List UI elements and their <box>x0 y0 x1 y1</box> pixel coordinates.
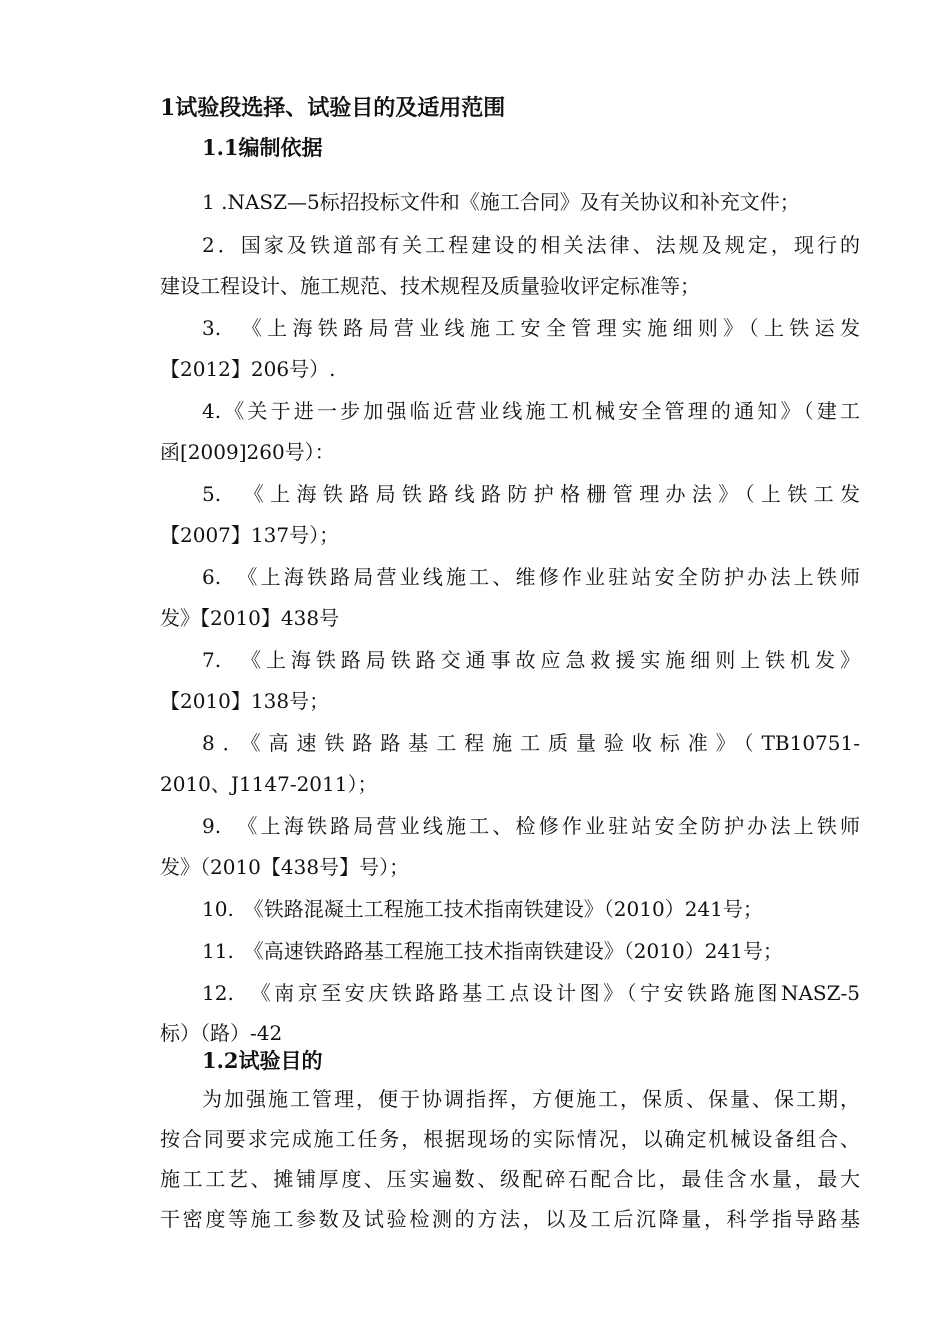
basis-item-9-line-2: 发》（2010【438号】号）； <box>160 855 410 879</box>
basis-item-8-line-2: 2010、J1147-2011）； <box>160 772 378 796</box>
basis-item-12-line-2: 标）（路）-42 <box>160 1021 283 1045</box>
basis-item-2-line-2: 建设工程设计、施工规范、技术规程及质量验收评定标准等； <box>160 274 700 298</box>
basis-item-1: 1 .NASZ—5标招投标文件和《施工合同》及有关协议和补充文件； <box>202 190 800 214</box>
subsection-heading-1-1: 1.1编制依据 <box>202 135 323 160</box>
basis-item-3-line-1: 3. 《上海铁路局营业线施工安全管理实施细则》（上铁运发 <box>202 316 860 340</box>
purpose-paragraph-line-1: 为加强施工管理，便于协调指挥，方便施工，保质、保量、保工期， <box>202 1087 860 1111</box>
basis-item-7-line-2: 【2010】138号； <box>160 689 330 713</box>
basis-item-5-line-1: 5. 《上海铁路局铁路线路防护格栅管理办法》（上铁工发 <box>202 482 860 506</box>
basis-item-3-line-2: 【2012】206号）. <box>160 357 336 381</box>
basis-item-6-line-2: 发》【2010】438号 <box>160 606 340 630</box>
purpose-paragraph-line-4: 干密度等施工参数及试验检测的方法，以及工后沉降量，科学指导路基 <box>160 1207 860 1231</box>
basis-item-5-line-2: 【2007】137号）； <box>160 523 340 547</box>
subsection-heading-1-2: 1.2试验目的 <box>202 1048 323 1073</box>
basis-item-6-line-1: 6. 《上海铁路局营业线施工、维修作业驻站安全防护办法上铁师 <box>202 565 860 589</box>
basis-item-4-line-2: 函[2009]260号）： <box>160 440 335 464</box>
basis-item-9-line-1: 9. 《上海铁路局营业线施工、检修作业驻站安全防护办法上铁师 <box>202 814 860 838</box>
purpose-paragraph-line-3: 施工工艺、摊铺厚度、压实遍数、级配碎石配合比，最佳含水量，最大 <box>160 1167 860 1191</box>
section-heading-1: 1试验段选择、试验目的及适用范围 <box>160 95 506 121</box>
basis-item-8-line-1: 8．《高速铁路路基工程施工质量验收标准》（TB10751- <box>202 731 860 755</box>
basis-item-2-line-1: 2．国家及铁道部有关工程建设的相关法律、法规及规定，现行的 <box>202 233 860 257</box>
basis-item-12-line-1: 12. 《南京至安庆铁路路基工点设计图》（宁安铁路施图NASZ-5 <box>202 981 860 1005</box>
basis-item-4-line-1: 4.《关于进一步加强临近营业线施工机械安全管理的通知》（建工 <box>202 399 860 423</box>
basis-item-10: 10. 《铁路混凝土工程施工技术指南铁建设》（2010）241号； <box>202 897 763 921</box>
basis-item-7-line-1: 7. 《上海铁路局铁路交通事故应急救援实施细则上铁机发》 <box>202 648 860 672</box>
purpose-paragraph-line-2: 按合同要求完成施工任务，根据现场的实际情况，以确定机械设备组合、 <box>160 1127 860 1151</box>
basis-item-11: 11. 《高速铁路路基工程施工技术指南铁建设》（2010）241号； <box>202 939 783 963</box>
